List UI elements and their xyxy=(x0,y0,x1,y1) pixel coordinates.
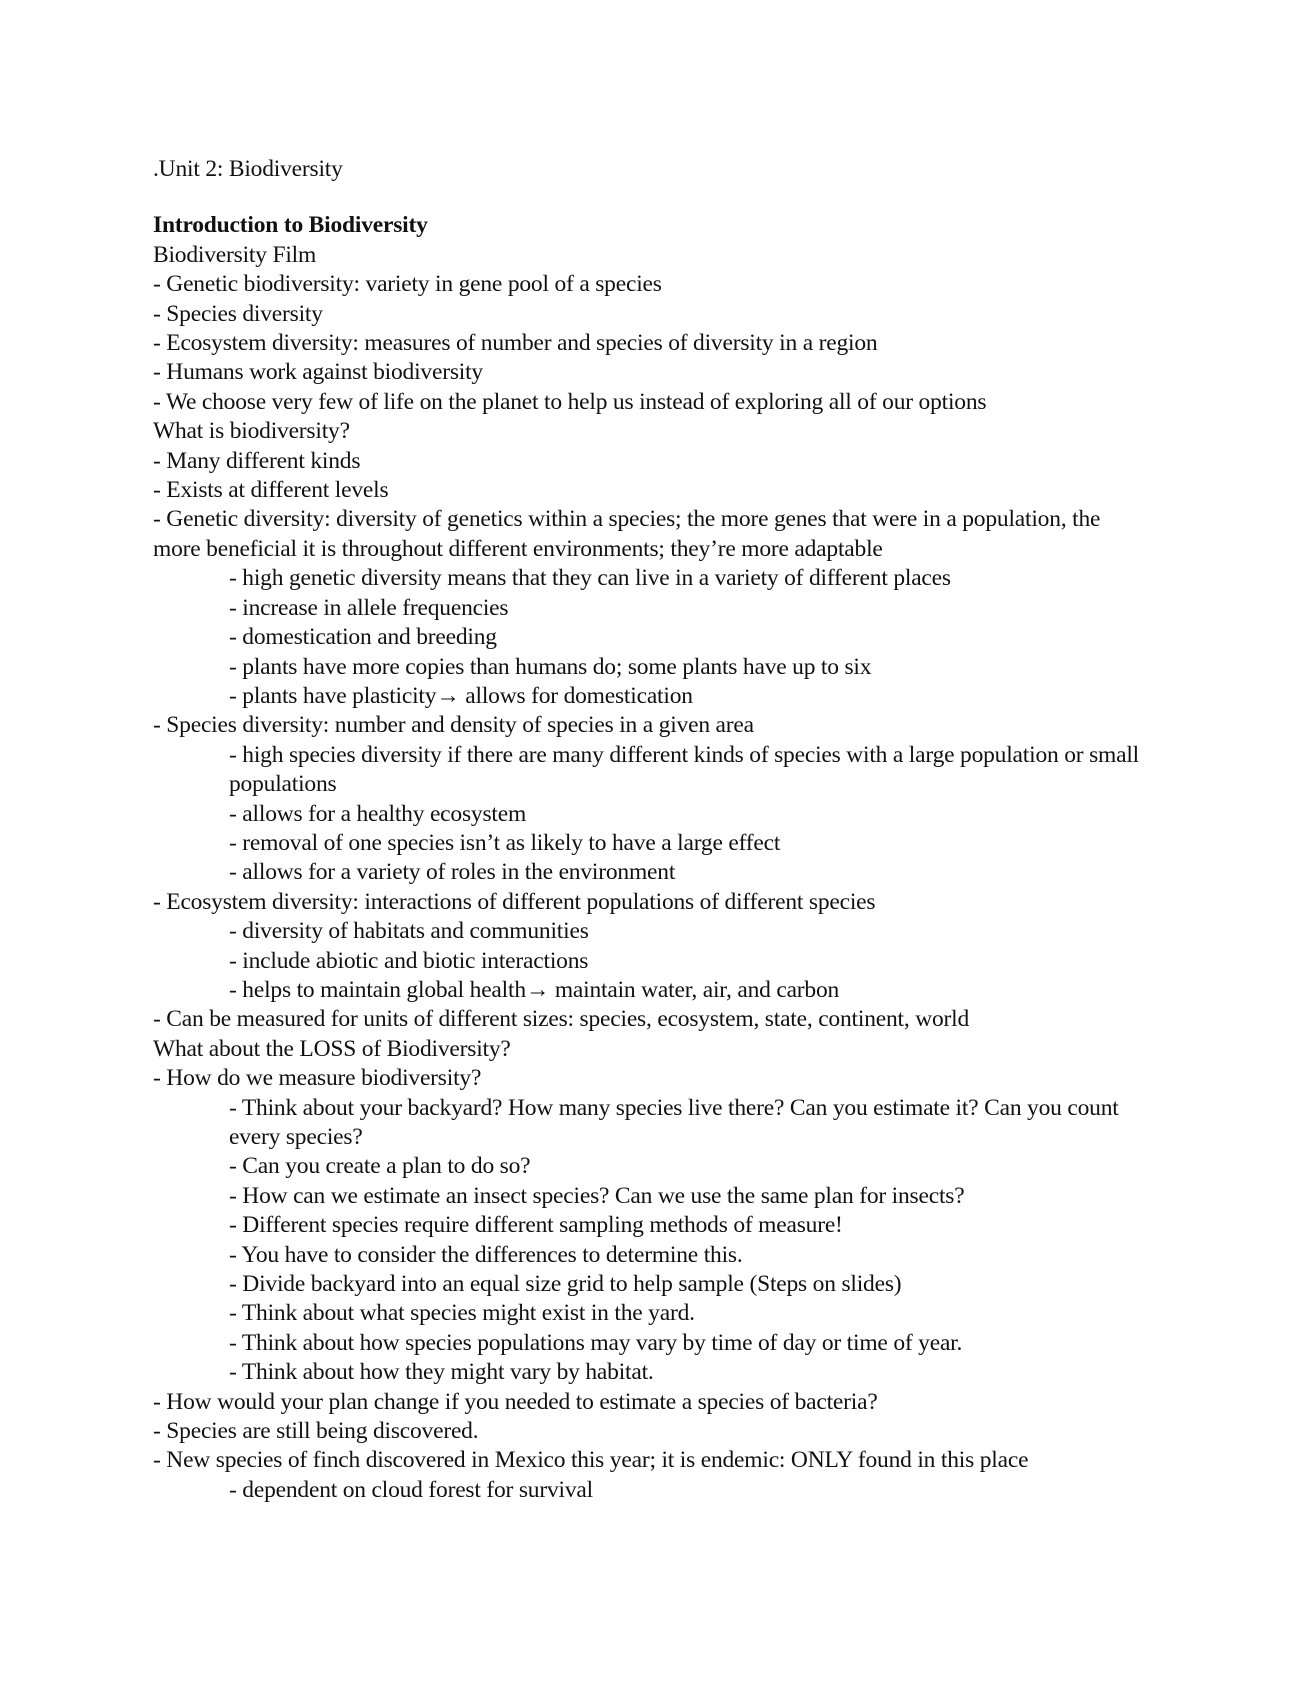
document-body xyxy=(153,155,1153,1505)
note-line: - Ecosystem diversity: interactions of different populations of different species xyxy=(153,888,876,915)
sub-note-line: - plants have more copies than humans do; some plants have up to six xyxy=(229,653,872,680)
note-line: - Species are still being discovered. xyxy=(153,1418,479,1445)
note-line: - New species of finch discovered in Mexico this year; it is endemic: ONLY found in this place xyxy=(153,1447,1029,1474)
document-title: .Unit 2: Biodiversity xyxy=(153,156,343,182)
sub-note-line: - Can you create a plan to do so? xyxy=(229,1153,531,1180)
section-heading: Introduction to Biodiversity xyxy=(153,212,428,239)
sub-note-line: - helps to maintain global health→ maintain water, air, and carbon xyxy=(229,976,840,1003)
sub-note-line: - high genetic diversity means that they can live in a variety of different places xyxy=(229,565,951,592)
note-line: - Genetic biodiversity: variety in gene pool of a species xyxy=(153,271,662,298)
sub-note-line: - Think about what species might exist in the yard. xyxy=(229,1300,695,1327)
sub-note-line: - increase in allele frequencies xyxy=(229,594,509,621)
note-line: - Genetic diversity: diversity of genetics within a species; the more genes that were in a population, the more beneficial it is throughout different environments; they’re more adaptable xyxy=(153,506,1101,562)
note-line: - How would your plan change if you needed to estimate a species of bacteria? xyxy=(153,1388,878,1415)
sub-note-line: - plants have plasticity→ allows for domestication xyxy=(229,682,693,709)
note-line: - How do we measure biodiversity? xyxy=(153,1065,482,1092)
notes-list xyxy=(153,241,1153,1505)
sub-note-line: - allows for a variety of roles in the environment xyxy=(229,859,676,886)
note-line: - Ecosystem diversity: measures of number and species of diversity in a region xyxy=(153,330,878,357)
note-line: What about the LOSS of Biodiversity? xyxy=(153,1035,511,1062)
sub-note-line: - diversity of habitats and communities xyxy=(229,918,589,945)
note-line: - Humans work against biodiversity xyxy=(153,359,483,386)
sub-note-line: - You have to consider the differences to determine this. xyxy=(229,1241,743,1268)
sub-note-line: - dependent on cloud forest for survival xyxy=(229,1476,593,1503)
note-line: - Can be measured for units of different sizes: species, ecosystem, state, continent, world xyxy=(153,1006,970,1033)
note-line: - Species diversity: number and density of species in a given area xyxy=(153,712,754,739)
sub-note-line: - How can we estimate an insect species? Can we use the same plan for insects? xyxy=(229,1182,965,1209)
note-line: - Species diversity xyxy=(153,300,323,327)
sub-note-line: - Think about your backyard? How many species live there? Can you estimate it? Can you count every species? xyxy=(229,1094,1119,1150)
note-line: What is biodiversity? xyxy=(153,418,350,445)
sub-note-line: - domestication and breeding xyxy=(229,624,497,651)
note-line: - Many different kinds xyxy=(153,447,361,474)
sub-note-line: - Think about how species populations may vary by time of day or time of year. xyxy=(229,1329,963,1356)
sub-note-line: - removal of one species isn’t as likely to have a large effect xyxy=(229,829,781,856)
sub-note-line: - Divide backyard into an equal size grid to help sample (Steps on slides) xyxy=(229,1271,902,1298)
sub-note-line: - allows for a healthy ecosystem xyxy=(229,800,527,827)
note-line: Biodiversity Film xyxy=(153,241,317,268)
sub-note-line: - Think about how they might vary by habitat. xyxy=(229,1359,654,1386)
sub-note-line: - Different species require different sampling methods of measure! xyxy=(229,1212,843,1239)
sub-note-line: - high species diversity if there are many different kinds of species with a large population or small populations xyxy=(229,741,1139,798)
spacer xyxy=(153,184,1153,211)
sub-note-line: - include abiotic and biotic interactions xyxy=(229,947,589,974)
note-line: - Exists at different levels xyxy=(153,477,389,504)
note-line: - We choose very few of life on the planet to help us instead of exploring all of our options xyxy=(153,388,987,415)
